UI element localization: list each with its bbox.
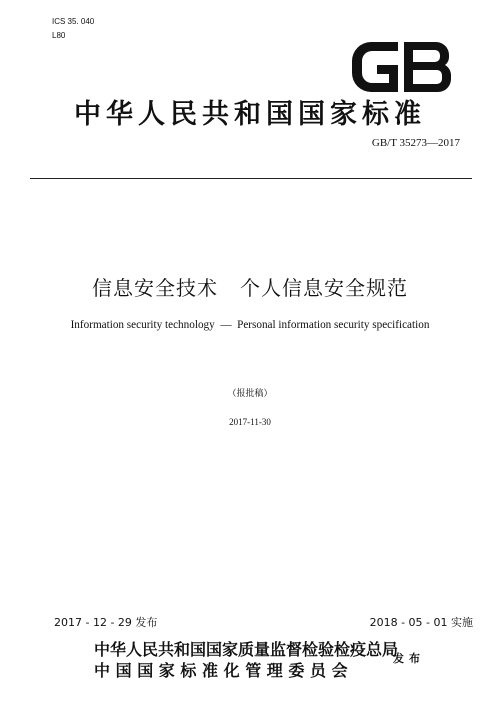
issuer-sac: 中国国家标准化管理委员会 [94,661,354,680]
gb-logo [349,38,455,96]
standard-name: 中华人民共和国国家标准 [74,99,426,130]
title-english: Information security technology — Personal information security specification [70,319,430,331]
issue-date: 2017 - 12 - 29 发布 [54,616,158,629]
title-chinese: 信息安全技术 个人信息安全规范 [91,276,409,300]
draft-label: （报批稿） [227,389,273,399]
ics-code: ICS 35. 040 [52,17,95,26]
implement-date: 2018 - 05 - 01 实施 [369,616,473,629]
ccs-code: L80 [52,31,66,40]
publish-label: 发布 [393,652,425,665]
draft-date: 2017-11-30 [229,417,271,427]
issuer-aqsiq: 中华人民共和国国家质量监督检验检疫总局 [94,640,399,659]
header-divider [30,178,472,179]
standard-number: GB/T 35273—2017 [371,137,460,149]
